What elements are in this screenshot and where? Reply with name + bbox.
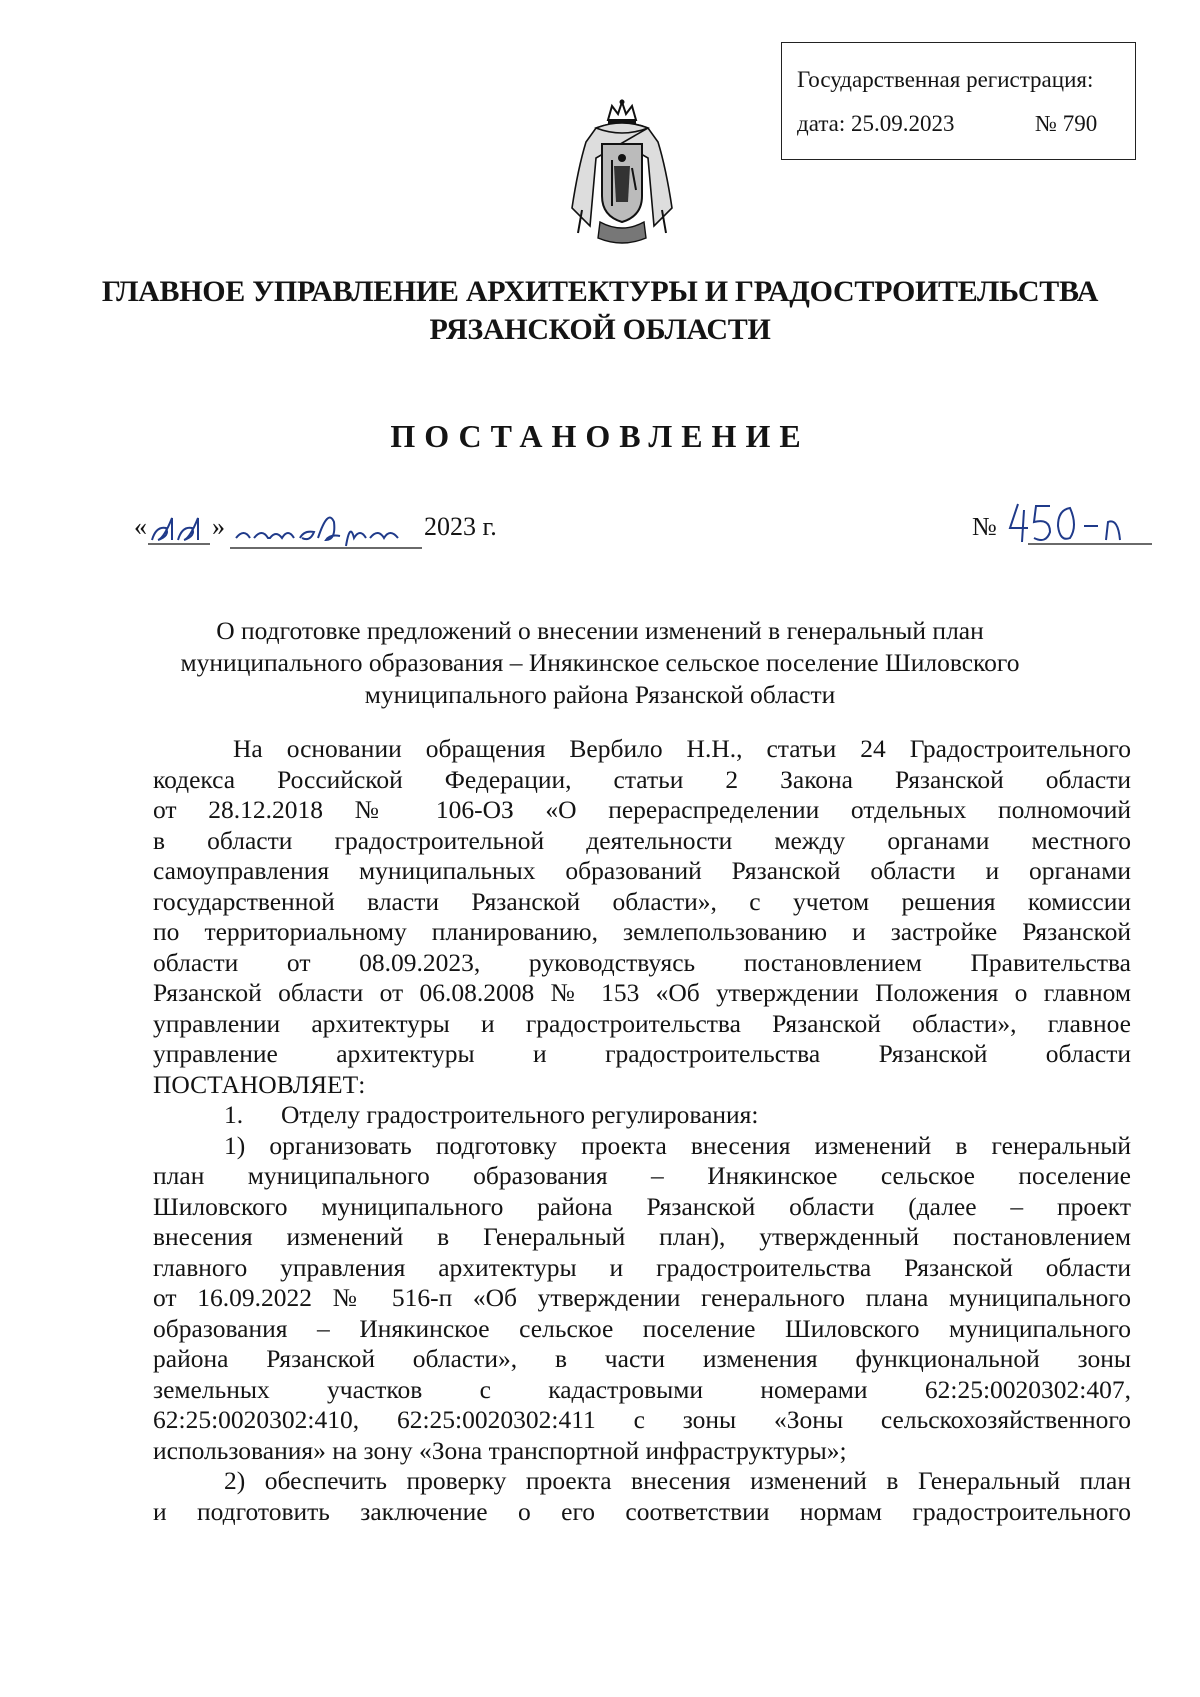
resolution-body	[153, 734, 1131, 1527]
registration-stamp	[781, 42, 1136, 160]
subitem-1-line: образования – Инякинское сельское поселение Шиловского муниципального	[153, 1313, 1131, 1343]
organization-name-line-1: ГЛАВНОЕ УПРАВЛЕНИЕ АРХИТЕКТУРЫ И ГРАДОСТРОИТЕЛЬСТВА	[101, 275, 1099, 308]
document-type-heading: ПОСТАНОВЛЕНИЕ	[390, 418, 810, 454]
resolution-date	[134, 512, 554, 552]
preamble-line: по территориальному планированию, землепользованию и застройке Рязанской	[153, 917, 1131, 946]
subitem-1-line: использования» на зону «Зона транспортной инфраструктуры»;	[153, 1435, 847, 1465]
subitem-1-line: внесения изменений в Генеральный план), утвержденный постановлением	[153, 1222, 1131, 1251]
preamble-line: самоуправления муниципальных образований Рязанской области и органами	[153, 856, 1131, 885]
subitem-2-line: и подготовить заключение о его соответствии нормам градостроительного	[153, 1496, 1131, 1526]
resolution-subject	[0, 615, 1200, 711]
handwritten-number-icon	[1006, 496, 1152, 552]
subitem-1-line: 62:25:0020302:410, 62:25:0020302:411 с зоны «Зоны сельскохозяйственного	[153, 1405, 1131, 1434]
subitem-1-line: план муниципального образования – Инякинское сельское поселение	[153, 1161, 1131, 1190]
preamble-line: Рязанской области от 06.08.2008 № 153 «Об утверждении Положения о главном	[153, 978, 1131, 1007]
preamble-line: кодекса Российской Федерации, статьи 2 Закона Рязанской области	[153, 764, 1131, 794]
item-1	[153, 1100, 1131, 1131]
handwritten-day-icon	[148, 508, 210, 548]
subject-line: О подготовке предложений о внесении изменений в генеральный план	[216, 616, 984, 645]
registration-date: дата: 25.09.2023	[797, 111, 955, 136]
registration-number: № 790	[1035, 111, 1098, 136]
subitem-1-line: района Рязанской области», в части изменения функциональной зоны	[153, 1344, 1131, 1373]
item-1-number: 1.	[224, 1100, 244, 1129]
subitem-1-line: земельных участков с кадастровыми номерами 62:25:0020302:407,	[153, 1374, 1131, 1404]
preamble-line: государственной власти Рязанской области», с учетом решения комиссии	[153, 886, 1131, 916]
registration-title: Государственная регистрация:	[797, 67, 1094, 92]
subitem-1-line: Шиловского муниципального района Рязанской области (далее – проект	[153, 1191, 1131, 1221]
resolution-number	[972, 512, 1152, 552]
organization-name-line-2: РЯЗАНСКОЙ ОБЛАСТИ	[429, 313, 771, 346]
handwritten-month-icon	[230, 498, 422, 554]
preamble-line: в области градостроительной деятельности между органами местного	[153, 825, 1131, 855]
subject-line: муниципального образования – Инякинское сельское поселение Шиловского	[180, 648, 1020, 677]
number-prefix: №	[972, 512, 997, 541]
preamble-line: управление архитектуры и градостроительства Рязанской области	[153, 1039, 1131, 1068]
subitem-1-line: 1) организовать подготовку проекта внесения изменений в генеральный	[224, 1130, 1131, 1160]
preamble-line: На основании обращения Вербило Н.Н., статьи 24 Градостроительного	[233, 734, 1131, 763]
preamble-line: области от 08.09.2023, руководствуясь постановлением Правительства	[153, 947, 1131, 977]
ryazan-coat-of-arms-icon	[562, 98, 682, 248]
item-1-text: Отделу градостроительного регулирования:	[281, 1100, 759, 1129]
preamble-line: управлении архитектуры и градостроительства Рязанской области», главное	[153, 1008, 1131, 1038]
subject-line: муниципального района Рязанской области	[364, 680, 836, 709]
date-close-quote: »	[212, 512, 225, 541]
preamble-line: ПОСТАНОВЛЯЕТ:	[153, 1069, 366, 1099]
subitem-2-line: 2) обеспечить проверку проекта внесения изменений в Генеральный план	[224, 1466, 1131, 1495]
subitem-1-line: главного управления архитектуры и градостроительства Рязанской области	[153, 1252, 1131, 1282]
date-year: 2023 г.	[424, 512, 497, 541]
preamble-line: от 28.12.2018 № 106-ОЗ «О перераспределении отдельных полномочий	[153, 795, 1131, 824]
date-open-quote: «	[134, 512, 147, 541]
subitem-1-line: от 16.09.2022 № 516-п «Об утверждении генерального плана муниципального	[153, 1283, 1131, 1312]
